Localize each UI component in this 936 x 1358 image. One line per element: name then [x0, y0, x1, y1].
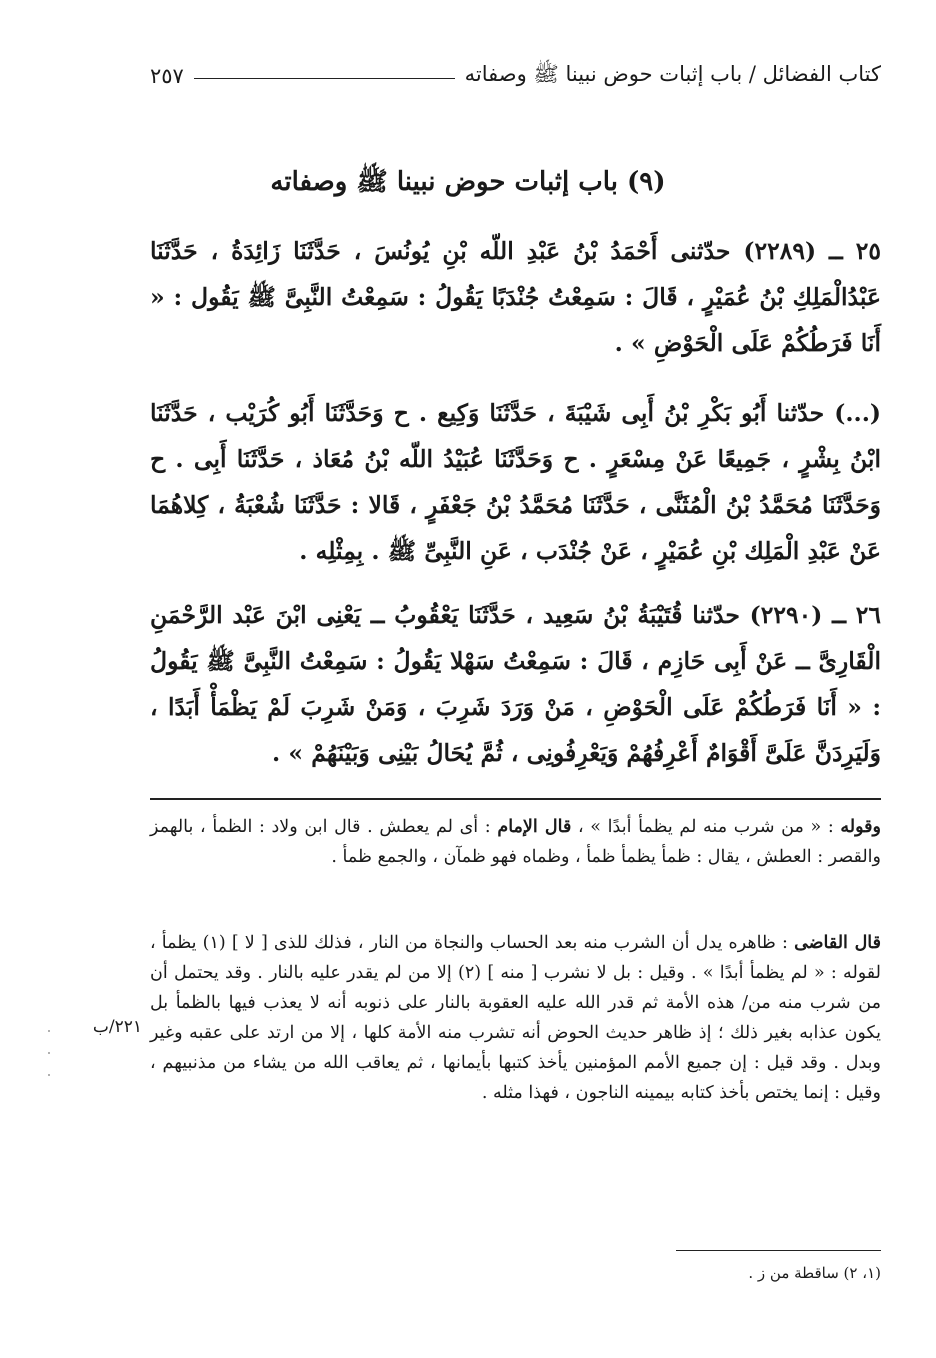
- commentary-1: [150, 812, 881, 872]
- commentary-1-paragraph: [150, 812, 881, 872]
- running-head-title: كتاب الفضائل / باب إثبات حوض نبينا ﷺ وصفاته: [464, 61, 881, 86]
- hadith-25-text: ٢٥ ــ (٢٢٨٩) حدّثنى أَحْمَدُ بْنُ عَبْدِ اللّه بْنِ يُونُسَ ، حَدَّثَنَا زَائِدَةُ ، حَدَّثَنَا عَبْدُالْمَلِكِ بْنُ عُمَيْرٍ ، قَالَ : سَمِعْتُ جُنْدَبًا يَقُولُ : سَمِعْتُ النَّبِىَّ ﷺ يَقُول : « أَنَا فَرَطُكُمْ عَلَى الْحَوْضِ » .: [150, 237, 881, 357]
- hadith-25-chain-text: (...) حدّثنا أَبُو بَكْرِ بْنُ أَبِى شَيْبَةَ ، حَدَّثَنَا وَكِيع . ح وَحَدَّثَنَا أَبُو كُرَيْب ، حَدَّثَنَا ابْنُ بِشْرٍ ، جَمِيعًا عَنْ مِسْعَرٍ . ح وَحَدَّثَنَا عُبَيْدُ اللّه بْنُ مُعَاذ ، حَدَّثَنَا أَبِى . ح وَحَدَّثَنَا مُحَمَّدُ بْنُ الْمُثَنَّى ، حَدَّثَنَا مُحَمَّدُ بْنُ جَعْفَرٍ ، قَالا : حَدَّثَنَا شُعْبَةُ ، كِلاهُمَا عَنْ عَبْدِ الْمَلِك بْنِ عُمَيْرٍ ، عَنْ جُنْدَب ، عَنِ النَّبِىِّ ﷺ . بِمِثْلِه .: [150, 399, 881, 565]
- commentary-2-lead: قال القاضى: [794, 933, 881, 953]
- hadith-25: [150, 228, 881, 366]
- commentary-2-paragraph: [150, 928, 881, 1108]
- hadith-26-text: ٢٦ ــ (٢٢٩٠) حدّثنا قُتَيْبَةُ بْنُ سَعِيد ، حَدَّثَنَا يَعْقُوبُ ــ يَعْنِى ابْنَ عَبْد الرَّحْمَنِ الْقَارِىَّ ــ عَنْ أَبِى حَازِم ، قَالَ : سَمِعْتُ سَهْلا يَقُولُ : سَمِعْتُ النَّبِىَّ ﷺ يَقُولُ : « أَنَا فَرَطُكُمْ عَلَى الْحَوْضِ ، مَنْ وَرَدَ شَرِبَ ، وَمَنْ شَرِبَ لَمْ يَظْمَأْ أَبَدًا ، وَلَيَرِدَنَّ عَلَىَّ أَقْوَامٌ أَعْرِفُهُمْ وَيَعْرِفُونِى ، ثُمَّ يُحَالُ بَيْنِى وَبَيْنَهُمْ » .: [150, 601, 881, 767]
- manuscript-folio-marker: ٢٢١/ب: [92, 1017, 142, 1037]
- footnote-rule: [676, 1250, 881, 1251]
- text-divider: [150, 798, 881, 800]
- commentary-1-imam: قال الإمام: [497, 817, 572, 837]
- scan-speck: [48, 1074, 50, 1076]
- footnote: (١، ٢) ساقطة من ز .: [748, 1264, 881, 1282]
- commentary-1-quote: : « من شرب منه لم يظمأ أبدًا » ،: [578, 817, 834, 837]
- page-number: ٢٥٧: [150, 64, 184, 88]
- commentary-2: [150, 928, 881, 1108]
- running-head: [150, 60, 881, 92]
- chapter-title: (٩) باب إثبات حوض نبينا ﷺ وصفاته: [270, 167, 666, 197]
- scan-speck: [48, 1030, 50, 1032]
- hadith-26: [150, 592, 881, 776]
- hadith-25-chain: [150, 390, 881, 574]
- commentary-2-text: : ظاهره يدل أن الشرب منه بعد الحساب والنجاة من النار ، فذلك للذى [ لا ] (١) يظمأ ، لقوله : « لم يظمأ أبدًا » . وقيل : بل لا نشرب [ منه ] (٢) إلا من لم يقدر عليه بالنار . وقد يحتمل أن من شرب منه من/ هذه الأمة ثم قدر الله عليه العقوبة بالنار على ذنوبه أنه لا يعذب فيها بالظمأ بل يكون عذابه بغير ذلك ؛ إذ ظاهر حديث الحوض أنه تشرب منه الأمة كلها ، إلا من ارتد على عقبه وغير وبدل . وقد قيل : إن جميع الأمم المؤمنين يأخذ كتبها بأيمانها ، ثم يعاقب الله من يشاء من مذنبيهم ، وقيل : إنما يختص بأخذ كتابه بيمينه الناجون ، فهذا مثله .: [150, 933, 881, 1103]
- scan-speck: [48, 1052, 50, 1054]
- running-head-rule: [194, 78, 455, 79]
- commentary-1-lead: وقوله: [840, 817, 881, 837]
- commentary-1-rest: : أى لم يعطش . قال ابن ولاد : الظمأ ، بالهمز والقصر : العطش ، يقال : ظمأ يظمأ ظمأ ، وظماه فهو ظمآن ، والجمع ظمأ .: [150, 817, 881, 867]
